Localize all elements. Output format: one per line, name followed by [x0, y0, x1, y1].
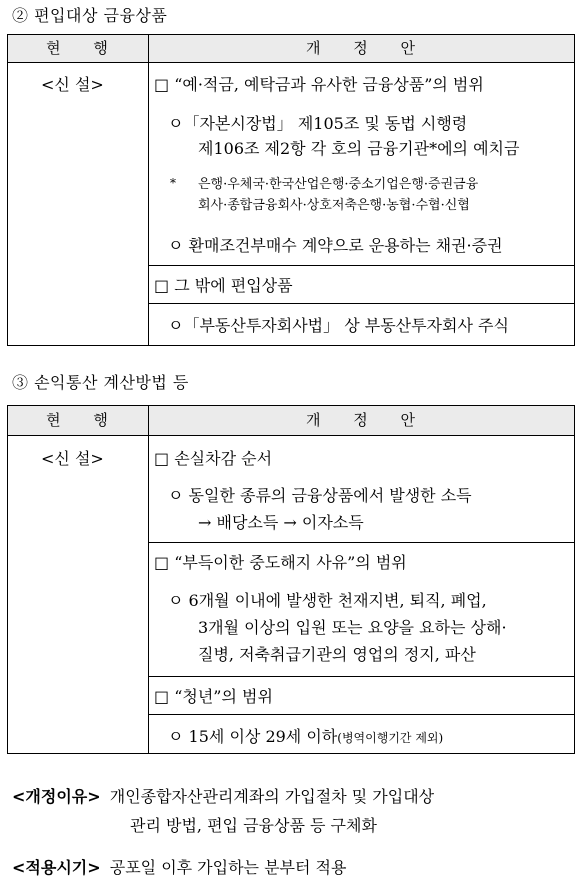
item-repo-bonds: ㅇ 환매조건부매수 계약으로 운용하는 채권·증권 [168, 236, 503, 255]
item-termination-line-2: 3개월 이상의 입원 또는 요양을 요하는 상해· [198, 618, 507, 637]
item-youth-age: ㅇ 15세 이상 29세 이하(병역이행기간 제외) [168, 727, 444, 746]
row-divider [149, 303, 574, 304]
table-header [8, 406, 574, 436]
section-3-title: ③ 손익통산 계산방법 등 [12, 373, 189, 392]
footnote-line-2: 회사·종합금융회사·상호저축은행·농협·수협·신협 [198, 198, 470, 213]
revision-reason [12, 784, 434, 807]
column-divider [148, 35, 149, 345]
effective-date-text: 공포일 이후 가입하는 분부터 적용 [109, 858, 347, 877]
revision-reason-line-2: 관리 방법, 편입 금융상품 등 구체화 [130, 816, 377, 835]
item-same-type-income: ㅇ 동일한 종류의 금융상품에서 발생한 소득 [168, 486, 472, 505]
footnote-line-1: 은행·우체국·한국산업은행·중소기업은행·증권금융 [198, 177, 479, 192]
row-divider [149, 676, 574, 677]
row-divider [149, 542, 574, 543]
item-deposit-institutions: 제106조 제2항 각 호의 금융기관*에의 예치금 [198, 139, 520, 158]
item-reit-shares: ㅇ「부동산투자회사법」 상 부동산투자회사 주식 [168, 316, 509, 335]
table-header [8, 35, 574, 63]
effective-date [12, 855, 346, 878]
revision-reason-text: 개인종합자산관리계좌의 가입절차 및 가입대상 [109, 787, 435, 806]
header-current: 현 행 [46, 39, 122, 57]
item-heading-youth-range: □ “청년”의 범위 [154, 687, 273, 706]
item-termination-line-3: 질병, 저축취급기관의 영업의 정지, 파산 [198, 645, 476, 664]
item-heading-other-products: □ 그 밖에 편입상품 [154, 276, 293, 295]
item-heading-unavoidable-termination: □ “부득이한 중도해지 사유”의 범위 [154, 553, 407, 572]
item-heading-deposit-range: □ “예·적금, 예탁금과 유사한 금융상품”의 범위 [154, 75, 484, 94]
table-profit-loss [7, 405, 575, 754]
effective-date-label: <적용시기> [12, 858, 101, 877]
header-current: 현 행 [46, 411, 122, 429]
column-divider [148, 406, 149, 753]
row-label-new: <신 설> [41, 449, 104, 468]
item-heading-loss-deduction: □ 손실차감 순서 [154, 449, 273, 468]
item-termination-line-1: ㅇ 6개월 이내에 발생한 천재지변, 퇴직, 폐업, [168, 591, 487, 610]
footnote-star: * [170, 176, 176, 190]
revision-reason-label: <개정이유> [12, 787, 101, 806]
header-revision: 개 정 안 [305, 39, 429, 57]
row-divider [149, 265, 574, 266]
row-label-new: <신 설> [41, 75, 104, 94]
header-revision: 개 정 안 [305, 411, 429, 429]
row-divider [149, 714, 574, 715]
item-income-order: → 배당소득 → 이자소득 [198, 513, 364, 532]
section-2-title: ② 편입대상 금융상품 [12, 6, 168, 25]
item-capital-markets-act: ㅇ「자본시장법」 제105조 및 동법 시행령 [168, 114, 468, 133]
table-eligible-products [7, 34, 575, 346]
